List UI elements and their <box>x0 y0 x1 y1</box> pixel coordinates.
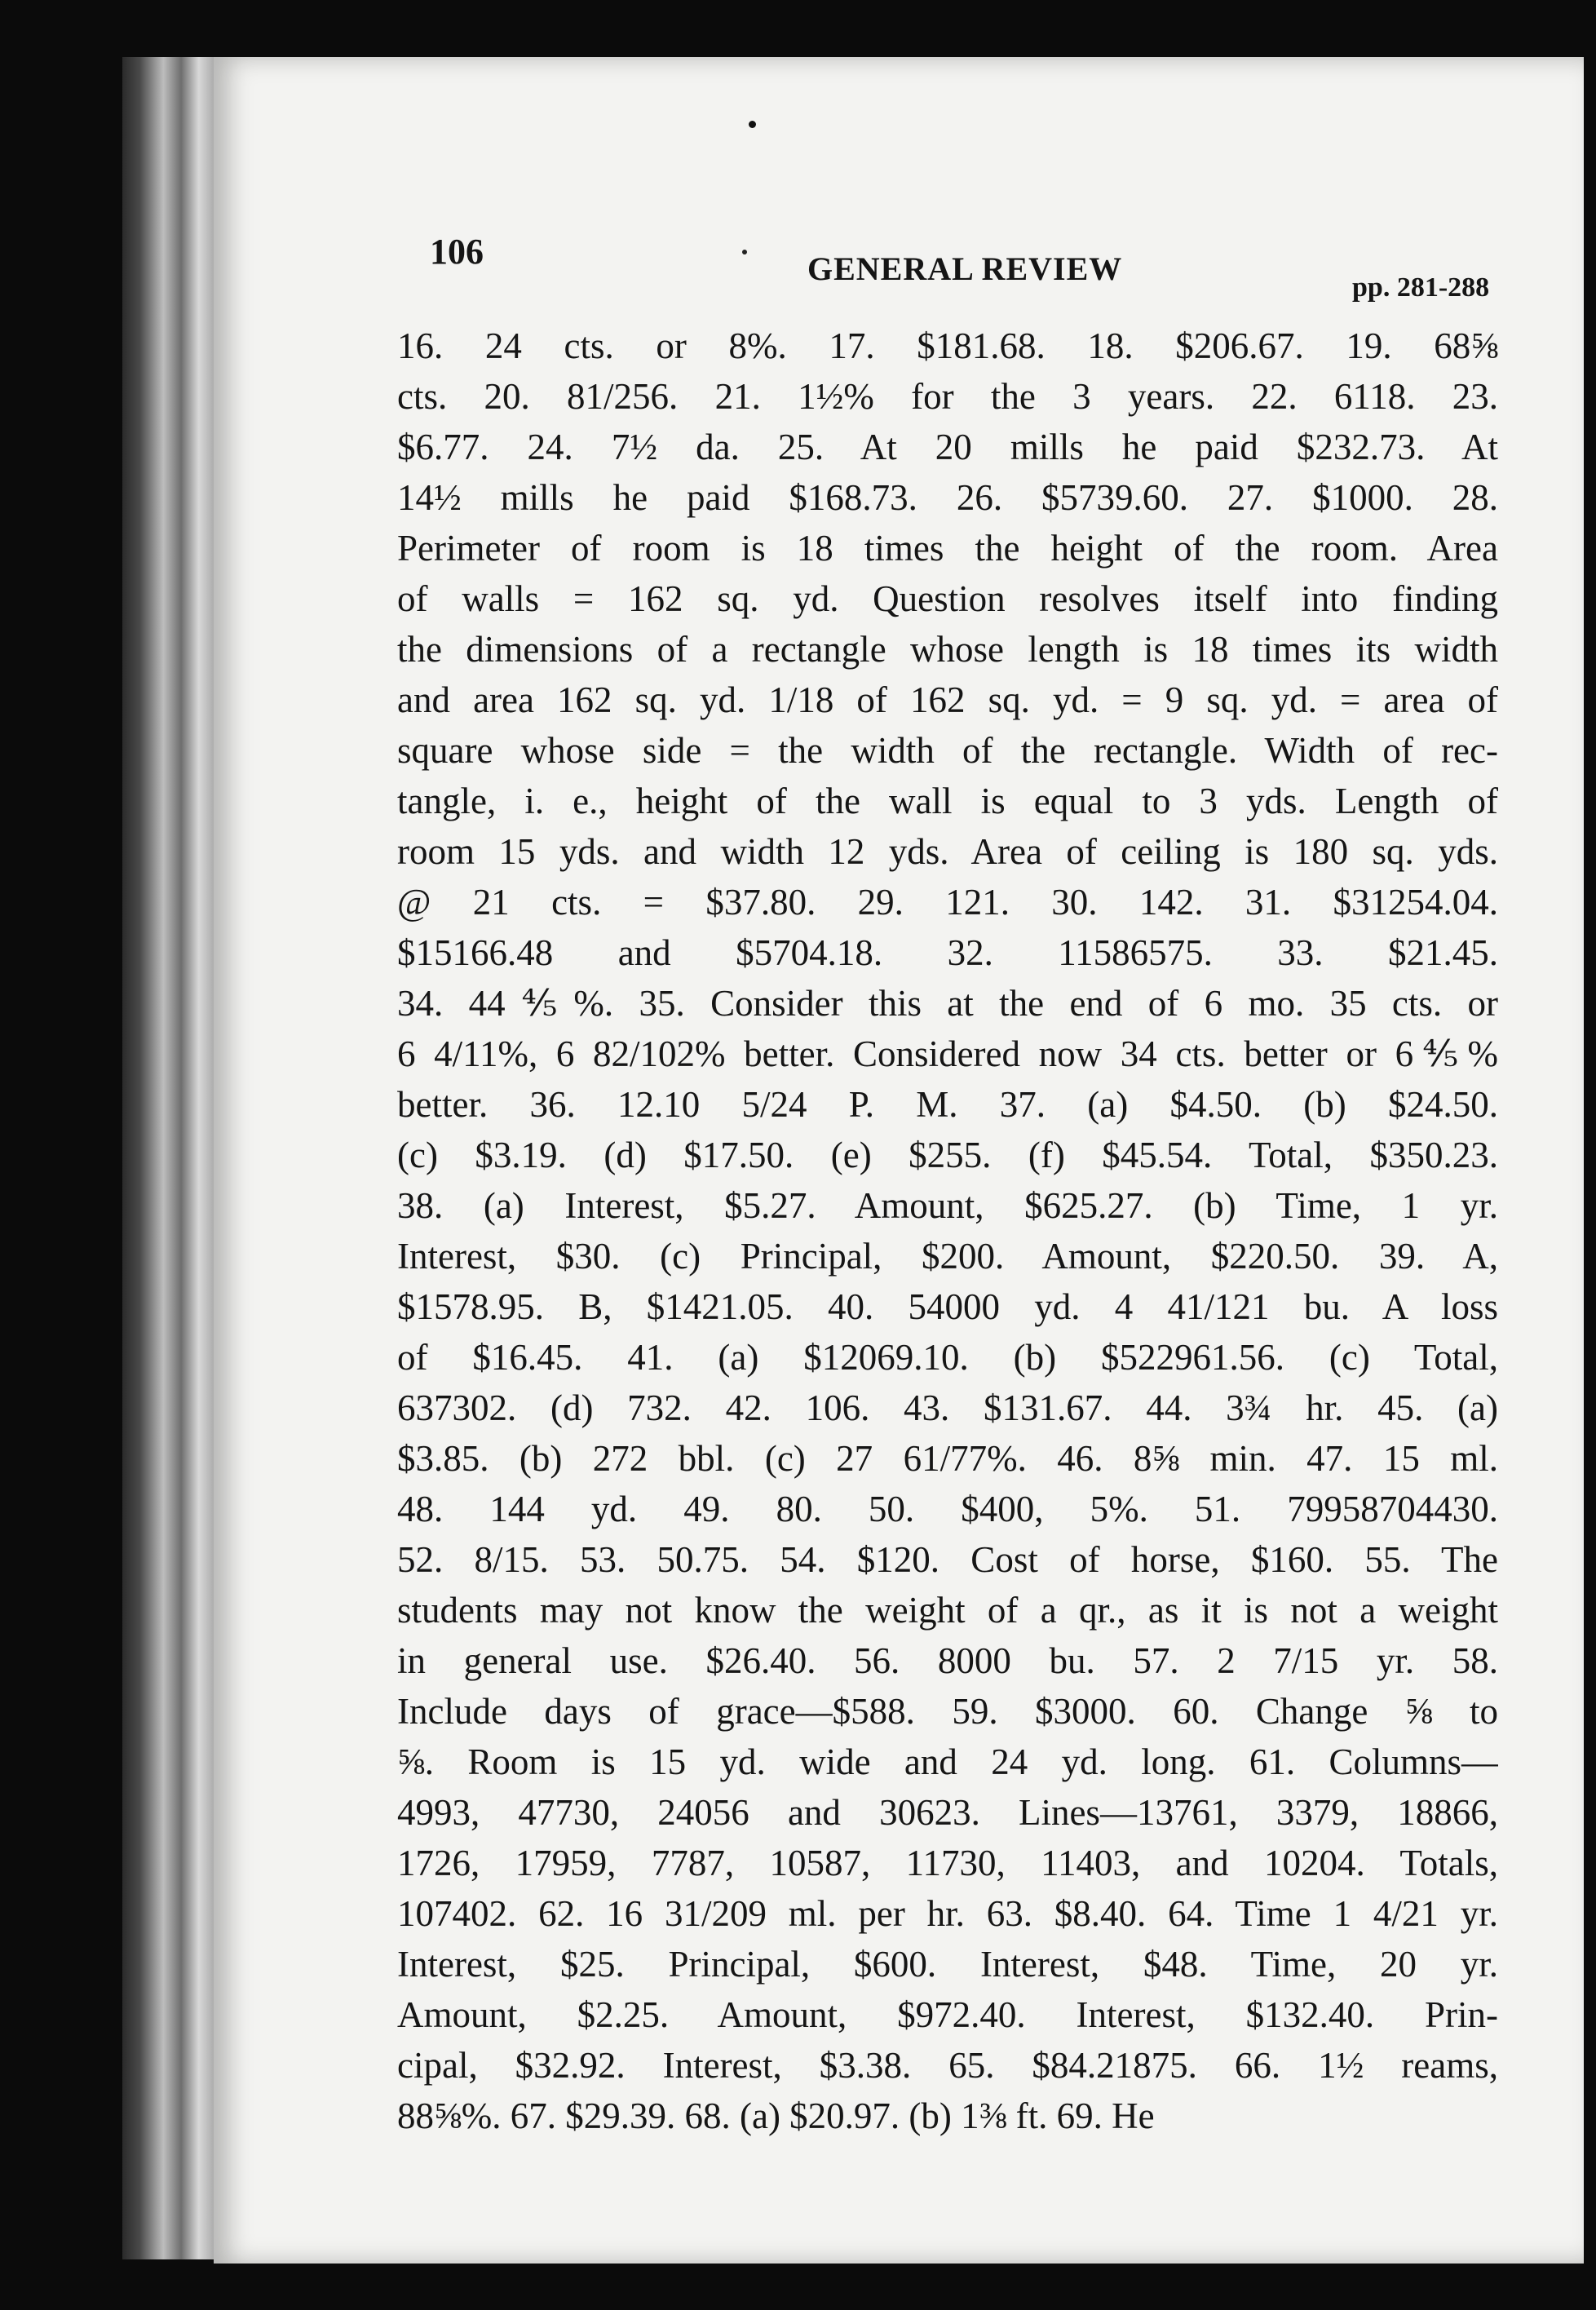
text-line: Interest, $25. Principal, $600. Interest, $48. Time, 20 yr. <box>397 1944 1498 1985</box>
text-line: of $16.45. 41. (a) $12069.10. (b) $522961.56. (c) Total, <box>397 1337 1498 1378</box>
page-range: pp. 281-288 <box>1352 272 1490 303</box>
text-line: tangle, i. e., height of the wall is equal to 3 yds. Length of <box>397 781 1498 821</box>
text-line: 34. 44⅘%. 35. Consider this at the end of 6 mo. 35 cts. or <box>397 983 1498 1024</box>
text-line: 48. 144 yd. 49. 80. 50. $400, 5%. 51. 79958704430. <box>397 1489 1498 1529</box>
text-line: (c) $3.19. (d) $17.50. (e) $255. (f) $45.54. Total, $350.23. <box>397 1135 1498 1175</box>
ink-speck <box>742 250 747 254</box>
text-line: cipal, $32.92. Interest, $3.38. 65. $84.21875. 66. 1½ reams, <box>397 2045 1498 2086</box>
text-line: Include days of grace—$588. 59. $3000. 60. Change ⅝ to <box>397 1691 1498 1732</box>
text-line: 16. 24 cts. or 8%. 17. $181.68. 18. $206.67. 19. 68⅝ <box>397 325 1498 366</box>
text-line: 6 4/11%, 6 82/102% better. Considered now 34 cts. better or 6⅘% <box>397 1033 1498 1074</box>
book-spine <box>122 57 220 2259</box>
ink-speck <box>749 121 756 128</box>
text-line: square whose side = the width of the rectangle. Width of rec- <box>397 730 1498 771</box>
text-line: room 15 yds. and width 12 yds. Area of ceiling is 180 sq. yds. <box>397 831 1498 872</box>
text-line: $3.85. (b) 272 bbl. (c) 27 61/77%. 46. 8⅝ min. 47. 15 ml. <box>397 1438 1498 1479</box>
text-line: the dimensions of a rectangle whose length is 18 times its width <box>397 629 1498 670</box>
text-line: @ 21 cts. = $37.80. 29. 121. 30. 142. 31. $31254.04. <box>397 882 1498 923</box>
text-line: 14½ mills he paid $168.73. 26. $5739.60. 27. $1000. 28. <box>397 477 1498 518</box>
text-line: students may not know the weight of a qr., as it is not a weight <box>397 1590 1498 1631</box>
text-line: Interest, $30. (c) Principal, $200. Amount, $220.50. 39. A, <box>397 1236 1498 1277</box>
text-line: Perimeter of room is 18 times the height of the room. Area <box>397 528 1498 569</box>
running-title: GENERAL REVIEW <box>807 250 1123 287</box>
text-line: $15166.48 and $5704.18. 32. 11586575. 33. $21.45. <box>397 932 1498 973</box>
text-line: 52. 8/15. 53. 50.75. 54. $120. Cost of horse, $160. 55. The <box>397 1539 1498 1580</box>
text-line: 88⅝%. 67. $29.39. 68. (a) $20.97. (b) 1⅜ ft. 69. He <box>397 2095 1155 2136</box>
text-line: and area 162 sq. yd. 1/18 of 162 sq. yd. = 9 sq. yd. = area of <box>397 679 1498 720</box>
text-line: ⅝. Room is 15 yd. wide and 24 yd. long. 61. Columns— <box>397 1741 1498 1782</box>
text-line: 38. (a) Interest, $5.27. Amount, $625.27. (b) Time, 1 yr. <box>397 1185 1498 1226</box>
page-number: 106 <box>430 232 484 272</box>
text-line: $6.77. 24. 7½ da. 25. At 20 mills he paid $232.73. At <box>397 427 1498 467</box>
text-line: Amount, $2.25. Amount, $972.40. Interest, $132.40. Prin- <box>397 1994 1498 2035</box>
text-line: $1578.95. B, $1421.05. 40. 54000 yd. 4 41/121 bu. A loss <box>397 1286 1498 1327</box>
text-line: 4993, 47730, 24056 and 30623. Lines—13761, 3379, 18866, <box>397 1792 1498 1833</box>
text-line: 1726, 17959, 7787, 10587, 11730, 11403, and 10204. Totals, <box>397 1843 1498 1883</box>
answer-text <box>397 321 1498 2141</box>
text-line: cts. 20. 81/256. 21. 1½% for the 3 years. 22. 6118. 23. <box>397 376 1498 417</box>
text-line: better. 36. 12.10 5/24 P. M. 37. (a) $4.50. (b) $24.50. <box>397 1084 1498 1125</box>
text-line: of walls = 162 sq. yd. Question resolves itself into finding <box>397 578 1498 619</box>
text-line: in general use. $26.40. 56. 8000 bu. 57. 2 7/15 yr. 58. <box>397 1640 1498 1681</box>
text-line: 107402. 62. 16 31/209 ml. per hr. 63. $8.40. 64. Time 1 4/21 yr. <box>397 1893 1498 1934</box>
text-line: 637302. (d) 732. 42. 106. 43. $131.67. 44. 3¾ hr. 45. (a) <box>397 1387 1498 1428</box>
